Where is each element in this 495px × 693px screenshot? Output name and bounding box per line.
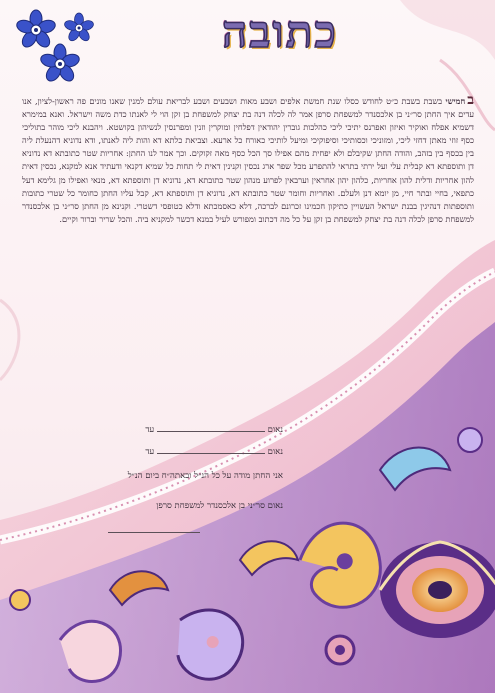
groom-signature-name: נאום סר״ני בן אלכסנדר למשפחת סרפן	[156, 501, 283, 511]
witness-2-line	[145, 446, 283, 457]
flowers-icon	[14, 8, 104, 88]
witness-2-suffix: עד	[145, 447, 155, 457]
ketubah-body	[22, 94, 474, 364]
witness-1-label: נאום	[267, 425, 283, 435]
groom-acknowledgement: אני החתן מודה על כל הנ״ל ובאתה״ח ביום הנ״ל	[127, 471, 283, 481]
body-text: בשבת בשבת כ״ט לחודש כסלו שנת חמשת אלפים ושבע מאות ושבעים ושבע לבריאת עולם למנין שאנו מונים פה ראשון-לציון, אנו עדים איך החתן סר״ני בן אלכסנדר למשפחת סרפן אמר לה לכלה דנה בת יצחק למשפחת בן זקן הוי לי לאנתו כדת משה וישראל. ואנא במימרא דשמיא אפלח ואוקיר ואיזון ואפרנס יתיכי ליכי כהלכות גוברין יהודאין דפלחין ומוקרין וזנין ומפרנסין לנשיהון בקושטא. ויהבנא ליכי מוהר בתוליכי כסף זוזי מאתן דחזי ליכי, ומזוניכי וכסותיכי וסיפוקיכי ומיעל לותיכי כאורח כל ארעא. וצביאת כלתא דא והות ליה לאנתו, ודא נדוניא דהנעלת ליה בין בכסף בין בזהב, והודה החתן שקיבלם ולא יפחית מהם אפילו סך הכל כסף מאה זקוקים. וכך אמר לנו החתן: אחריות שטר כתובתא דא נדוניא דן ותוספתא דא קבלית עלי ועל ירתי בתראי להתפרע מכל שפר ארג נכסין וקנינין דאית לי תחות כל שמיא דקנאי ודעתיד אנא למקנא, נכסין דאית להון אחריות ודלית להון אחריות, כלהון יהון אחראין וערבאין לפרוע מנהון שטר כתובתא דא, נדוניא דן ותוספתא דא, מנאי ואפילו מן גלימא דעל כתפאי, בחיי ובתר חיי, מן יומא דנן ולעלם. ואחריות וחומר שטר כתובתא דא, נדוניא דן ותוספתא דא, קבל עליו החתן כחומר כל שטרי כתובות ותוספתות דנהיגין בבנת ישראל העשויין כתיקון חכמינו זכרונם לברכה, דלא כאסמכתא ודלא כטופסי דשטרי. וקנינא מן החתן סר״ני בן אלכסנדר למשפחת סרפן לכלה דנה בת יצחק למשפחת בן זקן על כל מה דכתוב ומפורש לעיל במנא דכשר למקניא ביה. והכל שריר וברור וקיים.	[22, 96, 474, 224]
document-title: כתובה	[221, 6, 339, 58]
lead-letter: ב	[467, 94, 474, 108]
witness-2-rule	[157, 453, 265, 454]
witness-1-suffix: עד	[145, 425, 155, 435]
witness-1-line	[145, 424, 283, 435]
witness-2-label: נאום	[267, 447, 283, 457]
witness-1-rule	[157, 431, 265, 432]
lead-word: חמישי	[445, 96, 466, 106]
groom-signature-rule	[108, 532, 200, 533]
